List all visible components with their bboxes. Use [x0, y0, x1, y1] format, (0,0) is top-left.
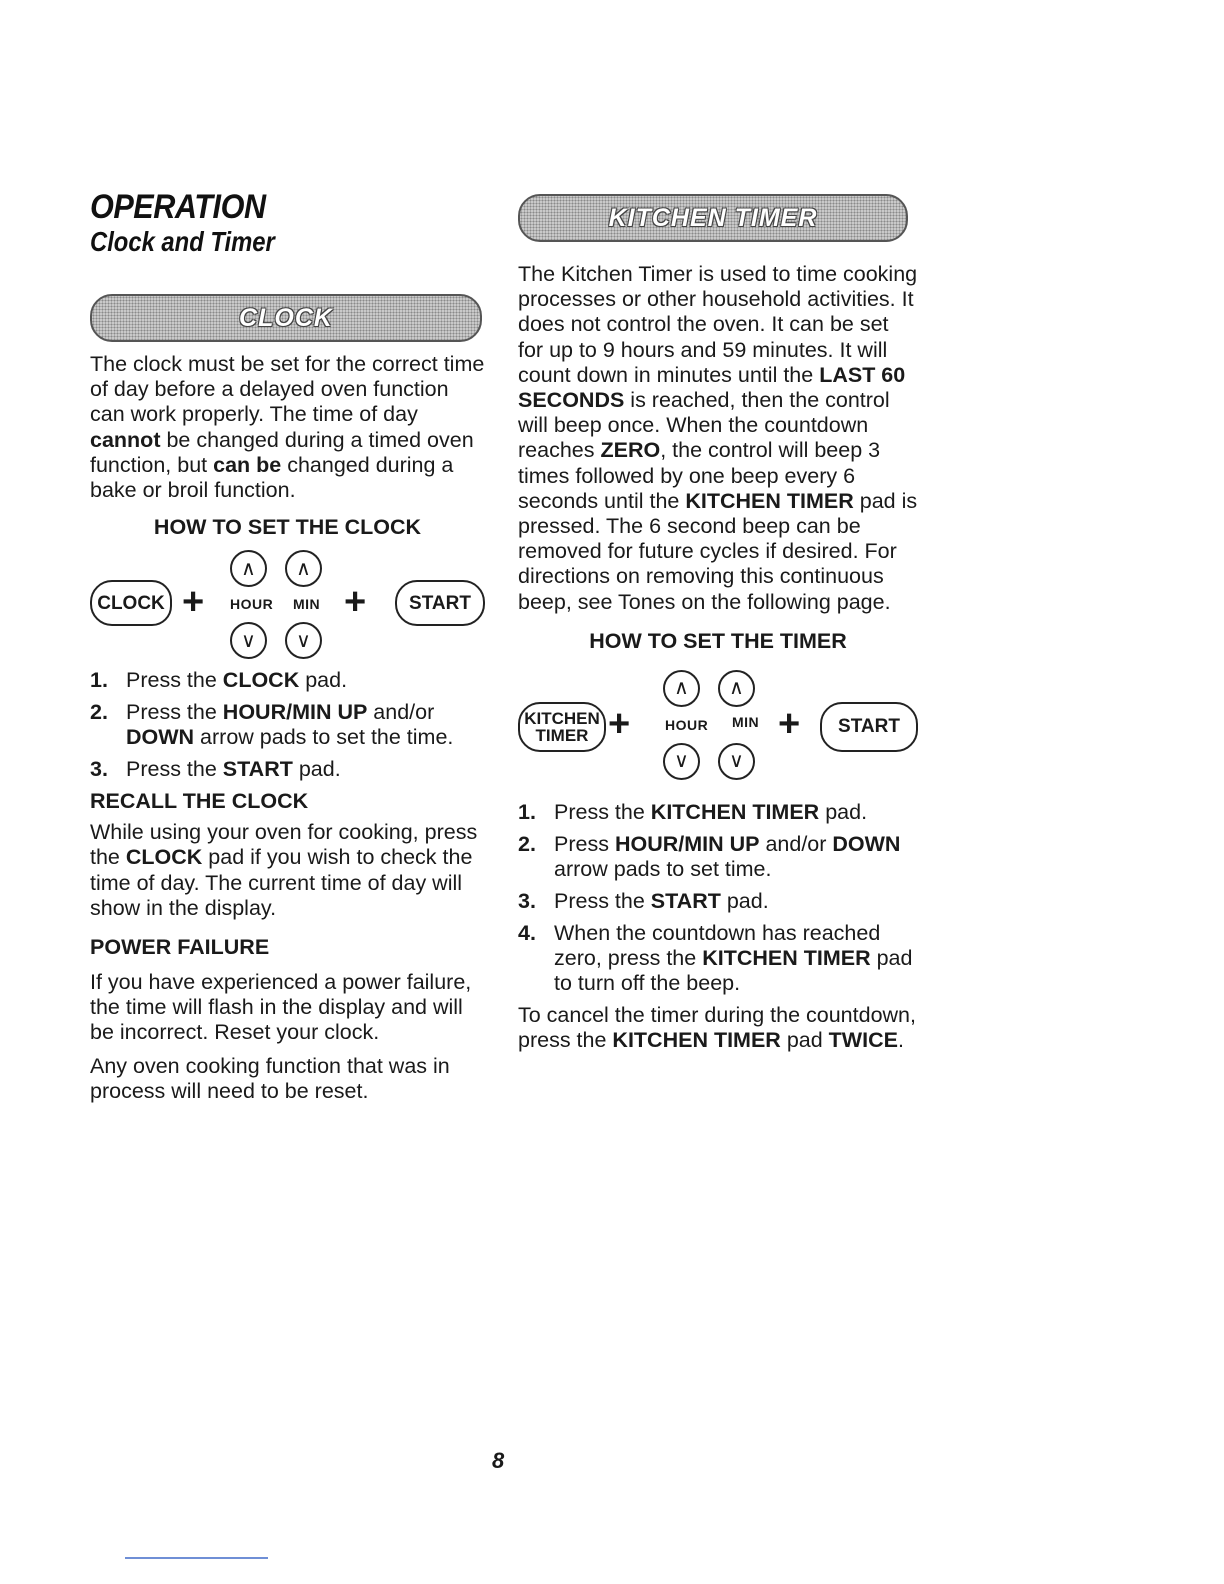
start-pad[interactable]: START — [395, 580, 485, 626]
clock-section-banner — [90, 294, 482, 342]
list-item: 3. Press the START pad. — [90, 757, 341, 782]
hour-down-arrow-icon[interactable]: ∨ — [663, 743, 700, 780]
page-title: OPERATION — [90, 188, 266, 226]
page-subtitle: Clock and Timer — [90, 226, 275, 257]
min-down-arrow-icon[interactable]: ∨ — [285, 622, 322, 659]
cancel-timer-text: To cancel the timer during the countdown, press the KITCHEN TIMER pad TWICE. — [518, 1002, 916, 1053]
clock-steps — [90, 668, 485, 782]
plus-sign: + — [344, 581, 367, 624]
start-pad[interactable]: START — [820, 702, 918, 752]
plus-sign: + — [608, 702, 631, 745]
how-to-set-timer-heading: HOW TO SET THE TIMER — [589, 628, 847, 653]
page-number: 8 — [492, 1448, 505, 1473]
min-up-arrow-icon[interactable]: ∧ — [718, 670, 755, 707]
kitchen-timer-section-banner — [518, 194, 908, 242]
hour-label: HOUR — [230, 596, 274, 613]
hour-label: HOUR — [665, 716, 709, 733]
clock-banner-label: CLOCK — [239, 303, 333, 332]
how-to-set-clock-heading: HOW TO SET THE CLOCK — [153, 515, 422, 540]
recall-clock-heading: RECALL THE CLOCK — [90, 789, 309, 814]
timer-intro: The Kitchen Timer is used to time cooking processes or other household activities. It does not control the oven. It can be set for up to 9 hours and 59 minutes. It will count down in minutes until the LAST 60 SECONDS is reached, then the control will beep once. When the countdown reaches ZERO, the control will beep 3 times followed by one beep every 6 seconds until the KITCHEN TIMER pad is pressed. The 6 second beep can be removed for future cycles if desired. For directions on removing this continuous beep, see Tones on the following page. — [518, 262, 918, 614]
min-up-arrow-icon[interactable]: ∧ — [285, 550, 322, 587]
timer-keypad-diagram — [518, 654, 918, 784]
clock-intro: The clock must be set for the correct time of day before a delayed oven function can work properly. The time of day cannot be changed during a timed oven function, but can be changed during a bake or broil function. — [90, 352, 485, 503]
list-item: 3. Press the START pad. — [518, 888, 769, 913]
list-item: 1. Press the KITCHEN TIMER pad. — [518, 799, 868, 824]
hour-up-arrow-icon[interactable]: ∧ — [663, 670, 700, 707]
plus-sign: + — [778, 702, 801, 745]
power-failure-note: Any oven cooking function that was in process will need to be reset. — [90, 1053, 450, 1103]
recall-clock-text: While using your oven for cooking, press the CLOCK pad if you wish to check the time of day. The current time of day will show in the display. — [90, 820, 478, 920]
left-column — [90, 190, 485, 1104]
min-label: MIN — [293, 596, 321, 613]
clock-pad[interactable]: CLOCK — [90, 580, 172, 626]
list-item: 2. Press the HOUR/MIN UP and/or DOWN arrow pads to set the time. — [90, 700, 454, 750]
hour-down-arrow-icon[interactable]: ∨ — [230, 622, 267, 659]
kitchen-timer-pad[interactable]: KITCHEN TIMER — [518, 702, 606, 752]
clock-keypad-diagram — [90, 540, 485, 660]
list-item: 2. Press HOUR/MIN UP and/or DOWN arrow pads to set time. — [518, 831, 901, 881]
plus-sign: + — [182, 581, 205, 624]
timer-steps — [518, 800, 918, 996]
kitchen-timer-banner-label: KITCHEN TIMER — [608, 203, 818, 232]
right-column — [518, 190, 918, 1053]
list-item: 4. When the countdown has reached zero, press the KITCHEN TIMER pad to turn off the beep. — [518, 920, 913, 995]
power-failure-heading: POWER FAILURE — [90, 935, 270, 960]
list-item: 1. Press the CLOCK pad. — [90, 668, 348, 693]
power-failure-text: If you have experienced a power failure, the time will flash in the display and will be incorrect. Reset your clock. — [90, 970, 472, 1045]
min-down-arrow-icon[interactable]: ∨ — [718, 743, 755, 780]
hour-up-arrow-icon[interactable]: ∧ — [230, 550, 267, 587]
min-label: MIN — [732, 713, 760, 730]
footer-divider — [125, 1557, 268, 1559]
